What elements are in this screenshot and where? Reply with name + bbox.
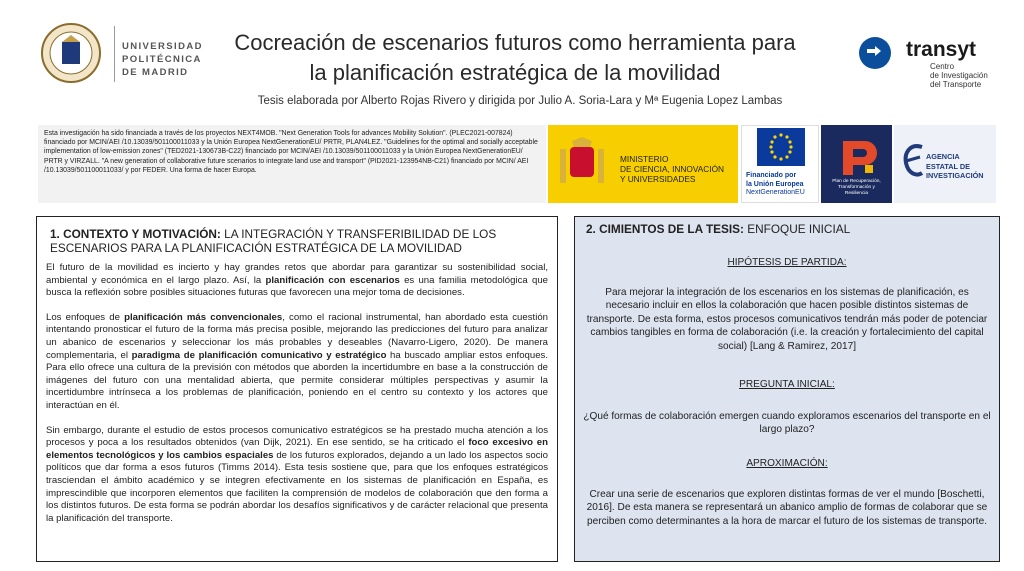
context-paragraph: Sin embargo, durante el estudio de estos procesos comunicativo estratégicos se ha prestado mucha atención a los procesos y poca a los resultados obtenidos (van Dijk, 2021). En ese sentido, se ha criticado el foco excesivo en elementos tecnológicos y los cambios espaciales de los futuros explorados, dejando a un lado los aspectos socio políticos que dar forma a esos futuros (Timms 2014). Esta tesis sostiene que, para que los enfoques estratégicos trasciendan el ámbito académico y se integren efectivamente en los sistemas de planificación en España, es imprescindible que incorporen elementos que faciliten la comprensión de modelos de colaboración que den forma a los distintos futuros. De esta forma se podrán abordar los desafíos significativos y de carácter relacional que presenta la planificación del transporte. [46,424,548,524]
poster-authors: Tesis elaborada por Alberto Rojas Rivero y dirigida por Julio A. Soria-Lara y Mª Eugenia Lopez Lambas [257,95,783,107]
approach-heading: APROXIMACIÓN: [746,458,828,469]
aei-emblem-icon [900,139,926,183]
hypothesis-heading: HIPÓTESIS DE PARTIDA: [727,257,847,268]
prtr-emblem-icon [835,135,879,179]
question-heading: PREGUNTA INICIAL: [739,379,835,390]
ministerio-name: MINISTERIO DE CIENCIA, INNOVACIÓN Y UNIVERSIDADES [620,154,725,184]
prtr-text: Plan de Recuperación, Transformación y Resiliencia [832,179,881,196]
transyt-arrows-icon [858,36,898,70]
transyt-name: transyt [906,38,977,61]
transyt-subtitle: Centro de Investigación del Transporte [930,62,988,89]
aei-name: AGENCIA ESTATAL DE INVESTIGACIÓN [926,152,984,180]
poster-title: Cocreación de escenarios futuros como herramienta para la planificación estratégica de la movilidad [234,30,796,85]
question-text: ¿Qué formas de colaboración emergen cuando exploramos escenarios del transporte en el largo plazo? [583,411,991,436]
eu-funding-text: Financiado por la Unión Europea NextGenerationEU [746,172,805,196]
approach-text: Crear una serie de escenarios que exploren distintas formas de ver el mundo [Boschetti, 2016]. De esta manera se representará un abanico amplio de formas de colaborar que se perciben como determinantes a la hora de marcar el futuro de los sistemas de transporte. [586,489,988,527]
funding-statement: Esta investigación ha sido financiada a través de los proyectos NEXT4MOB. "Next Generation Tools for advances Mobility Solution". (PLEC2021-007824) financiado por MCIN/AEI /10.13039/501100011033 y la Unión Europea NextGenerationEU/ PRTR, PLAN4LEZ. "Guidelines for the optimal and socially acceptable implementation of low-emission zones" (TED2021-130673B-C22) financiado por MCIN/AEI /10.13039/501100011033 y la Unión Europea NextGenerationEU/ PRTR y VIRZALL. "A new generation of collaborative future scenarios to integrate land use and transport" (PID2021-123954NB-C21) financiado por MCIN/ AEI /10.13039/501100011033/ y por FEDER. Una forma de hacer Europa. [38,125,546,203]
header-divider [114,26,115,82]
eu-flag-icon [757,128,805,166]
context-paragraph: Los enfoques de planificación más convencionales, como el racional instrumental, han abordado esta cuestión intentando pronosticar el futuro de la forma más precisa posible, mejorando las predicciones del futuro para analizar un abanico de escenarios y seleccionar los más probables y deseables (Navarro-Ligero, 2020). De manera complementaria, el paradigma de planificación comunicativo y estratégico ha buscado ampliar estos enfoques. Para ello ofrece una cultura de la previsión con métodos que aborden la incertidumbre en base a la construcción de imágenes del futuro con una mentalidad abierta, que permite considerar múltiples perspectivas y asumir la incertidumbre intrínseca a los problemas de planificación, poniendo en el centro su contexto y los actores que interactúan en él. [46,311,548,411]
context-heading: 1. CONTEXTO Y MOTIVACIÓN: LA INTEGRACIÓN Y TRANSFERIBILIDAD DE LOS ESCENARIOS PARA LA PLANIFICACIÓN ESTRATÉGICA DE LA MOVILIDAD [50,227,497,255]
spain-coat-of-arms-icon [556,135,608,193]
university-name: UNIVERSIDAD POLITÉCNICA DE MADRID [122,41,203,78]
hypothesis-text: Para mejorar la integración de los escenarios en los sistemas de planificación, es necesario incluir en ellos la colaboración que hacen posible distintos sistemas de transporte. De esta forma, estos procesos comunicativos tendrán más poder de potenciar cambios tangibles en forma de colaboración (i.e. la creación y fortalecimiento del capital social) [Lang & Ramirez, 2017] [586,287,988,352]
context-paragraph: El futuro de la movilidad es incierto y hay grandes retos que abordar para garantizar su sostenibilidad social, ambiental y económica en el largo plazo. Así, la planificación con escenarios es una familia metodológica que busca la reflexión sobre posibles situaciones futuras que favorecen una mejor toma de decisiones. [46,262,548,299]
foundations-heading: 2. CIMIENTOS DE LA TESIS: ENFOQUE INICIAL [586,222,851,236]
upm-seal-logo [40,22,102,84]
context-body [46,262,548,537]
